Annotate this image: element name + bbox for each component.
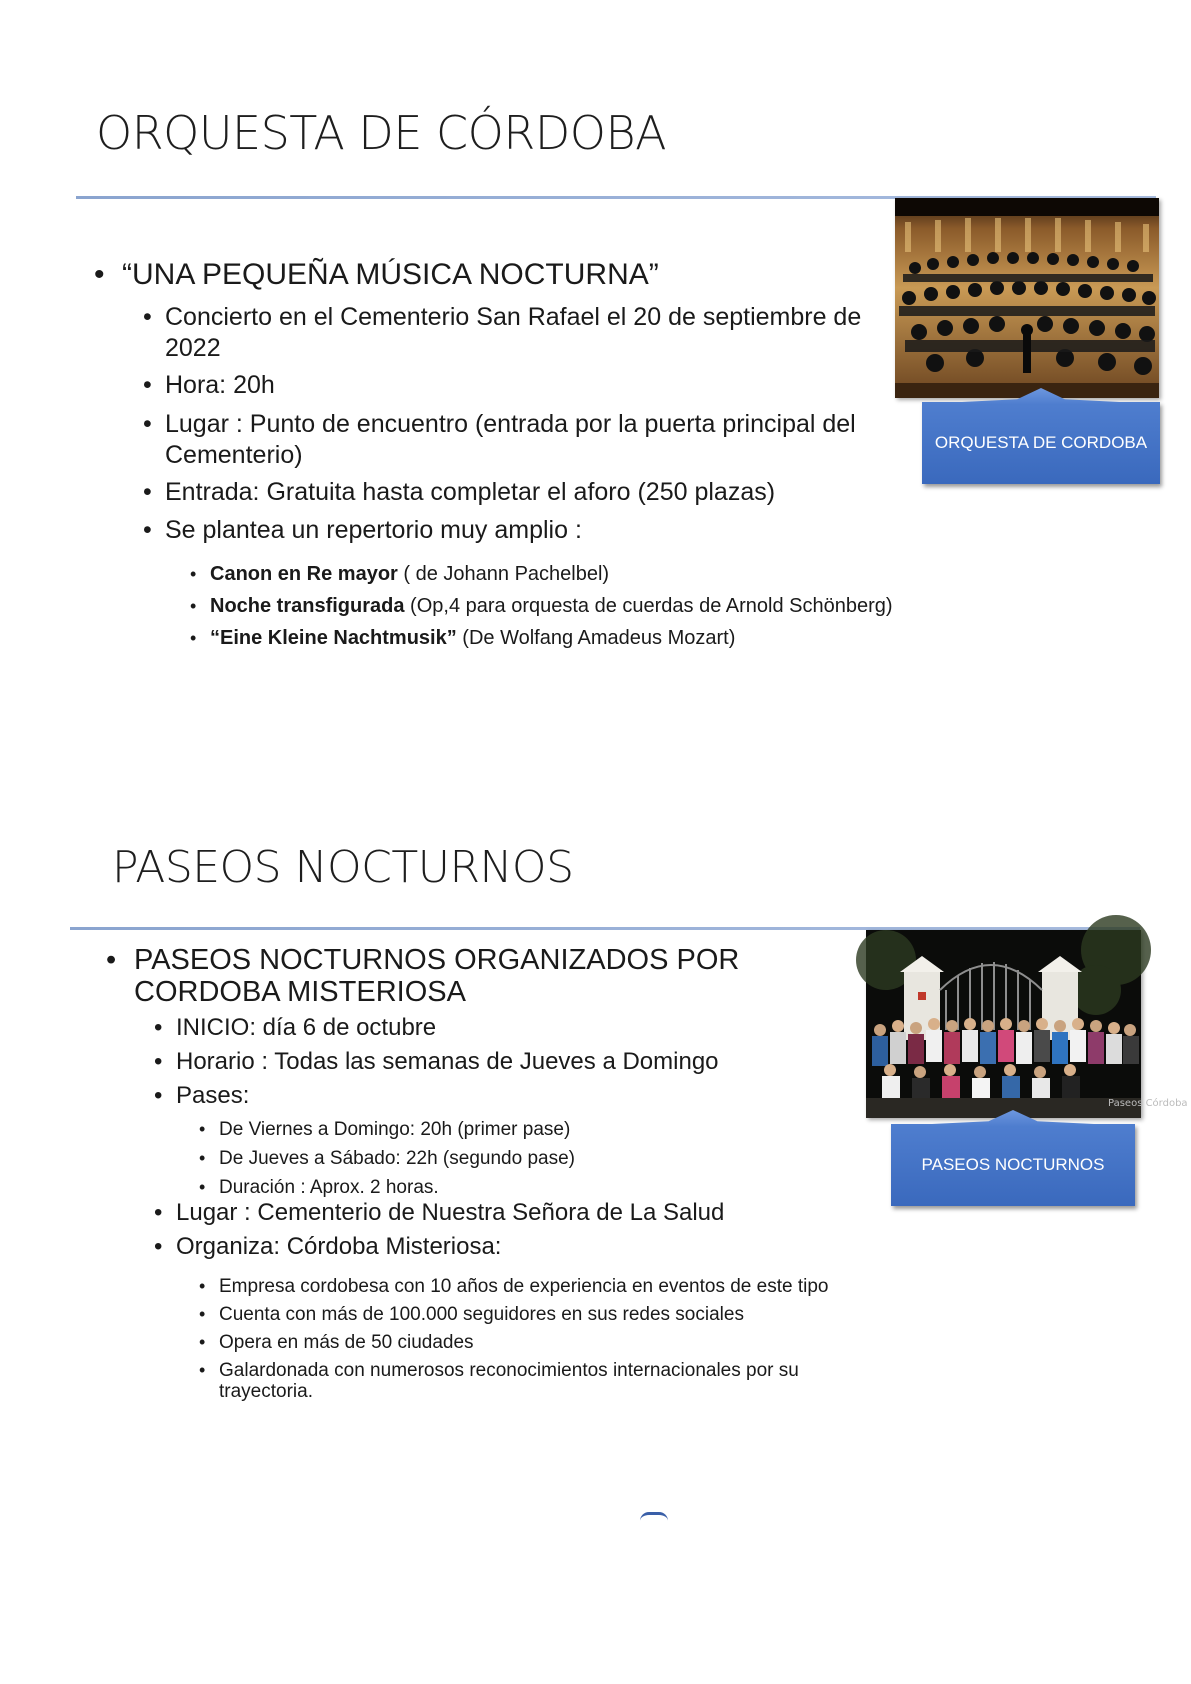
pase-item: • De Jueves a Sábado: 22h (segundo pase) <box>219 1144 859 1173</box>
photo-watermark: Paseos Córdoba <box>1108 1098 1188 1109</box>
organiza-item: • Empresa cordobesa con 10 años de experiencia en eventos de este tipo <box>219 1276 839 1297</box>
repertoire-item <box>210 594 900 618</box>
repertoire-detail: (Op,4 para orquesta de cuerdas de Arnold Schönberg) <box>404 595 893 617</box>
section1-list <box>122 258 902 291</box>
list-item: • Se plantea un repertorio muy amplio : <box>165 515 895 546</box>
pase-item: • De Viernes a Domingo: 20h (primer pase) <box>219 1115 859 1144</box>
organiza-list <box>219 1276 839 1402</box>
list-item: • Horario : Todas las semanas de Jueves a Domingo <box>176 1047 876 1077</box>
night-walk-image <box>866 930 1188 1118</box>
repertoire-item <box>210 626 900 650</box>
list-item: • Lugar : Punto de encuentro (entrada por la puerta principal del Cementerio) <box>165 409 895 471</box>
section1-items <box>165 302 895 546</box>
repertoire-title: Canon en Re mayor <box>210 563 398 585</box>
section2-heading: • PASEOS NOCTURNOS ORGANIZADOS POR CORDOBA MISTERIOSA <box>134 944 854 1008</box>
repertoire-title: “Eine Kleine Nachtmusik” <box>210 627 463 649</box>
list-item: • Entrada: Gratuita hasta completar el aforo (250 plazas) <box>165 477 895 508</box>
list-item: • Lugar : Cementerio de Nuestra Señora de La Salud <box>176 1198 876 1228</box>
repertoire-detail: (De Wolfang Amadeus Mozart) <box>462 627 736 649</box>
repertoire-list <box>210 562 900 650</box>
orchestra-caption: ORQUESTA DE CORDOBA <box>922 402 1160 484</box>
repertoire-detail: ( de Johann Pachelbel) <box>397 563 610 585</box>
orchestra-photo <box>895 198 1159 398</box>
repertoire-item <box>210 562 900 586</box>
section1-heading: • “UNA PEQUEÑA MÚSICA NOCTURNA” <box>122 258 902 291</box>
section2-title: PASEOS NOCTURNOS <box>112 842 574 893</box>
decorative-arc <box>640 1512 668 1521</box>
pase-item: • Duración : Aprox. 2 horas. <box>219 1173 859 1202</box>
list-item: • INICIO: día 6 de octubre <box>176 1013 876 1043</box>
list-item: • Hora: 20h <box>165 370 895 401</box>
section2-items <box>176 1013 876 1111</box>
list-item: • Concierto en el Cementerio San Rafael el 20 de septiembre de 2022 <box>165 302 895 364</box>
orchestra-image <box>895 198 1159 398</box>
list-item: • Pases: <box>176 1081 876 1111</box>
section1-title: ORQUESTA DE CÓRDOBA <box>96 106 667 160</box>
night-walk-photo <box>866 930 1188 1118</box>
section2-items-2 <box>176 1198 876 1262</box>
organiza-item: • Opera en más de 50 ciudades <box>219 1332 839 1353</box>
organiza-item: • Galardonada con numerosos reconocimientos internacionales por su trayectoria. <box>219 1360 839 1402</box>
section2-list <box>134 944 854 1008</box>
night-walk-caption: PASEOS NOCTURNOS <box>891 1124 1135 1206</box>
organiza-item: • Cuenta con más de 100.000 seguidores en sus redes sociales <box>219 1304 839 1325</box>
repertoire-title: Noche transfigurada <box>210 595 405 617</box>
list-item: • Organiza: Córdoba Misteriosa: <box>176 1232 876 1262</box>
pases-list <box>219 1115 859 1202</box>
